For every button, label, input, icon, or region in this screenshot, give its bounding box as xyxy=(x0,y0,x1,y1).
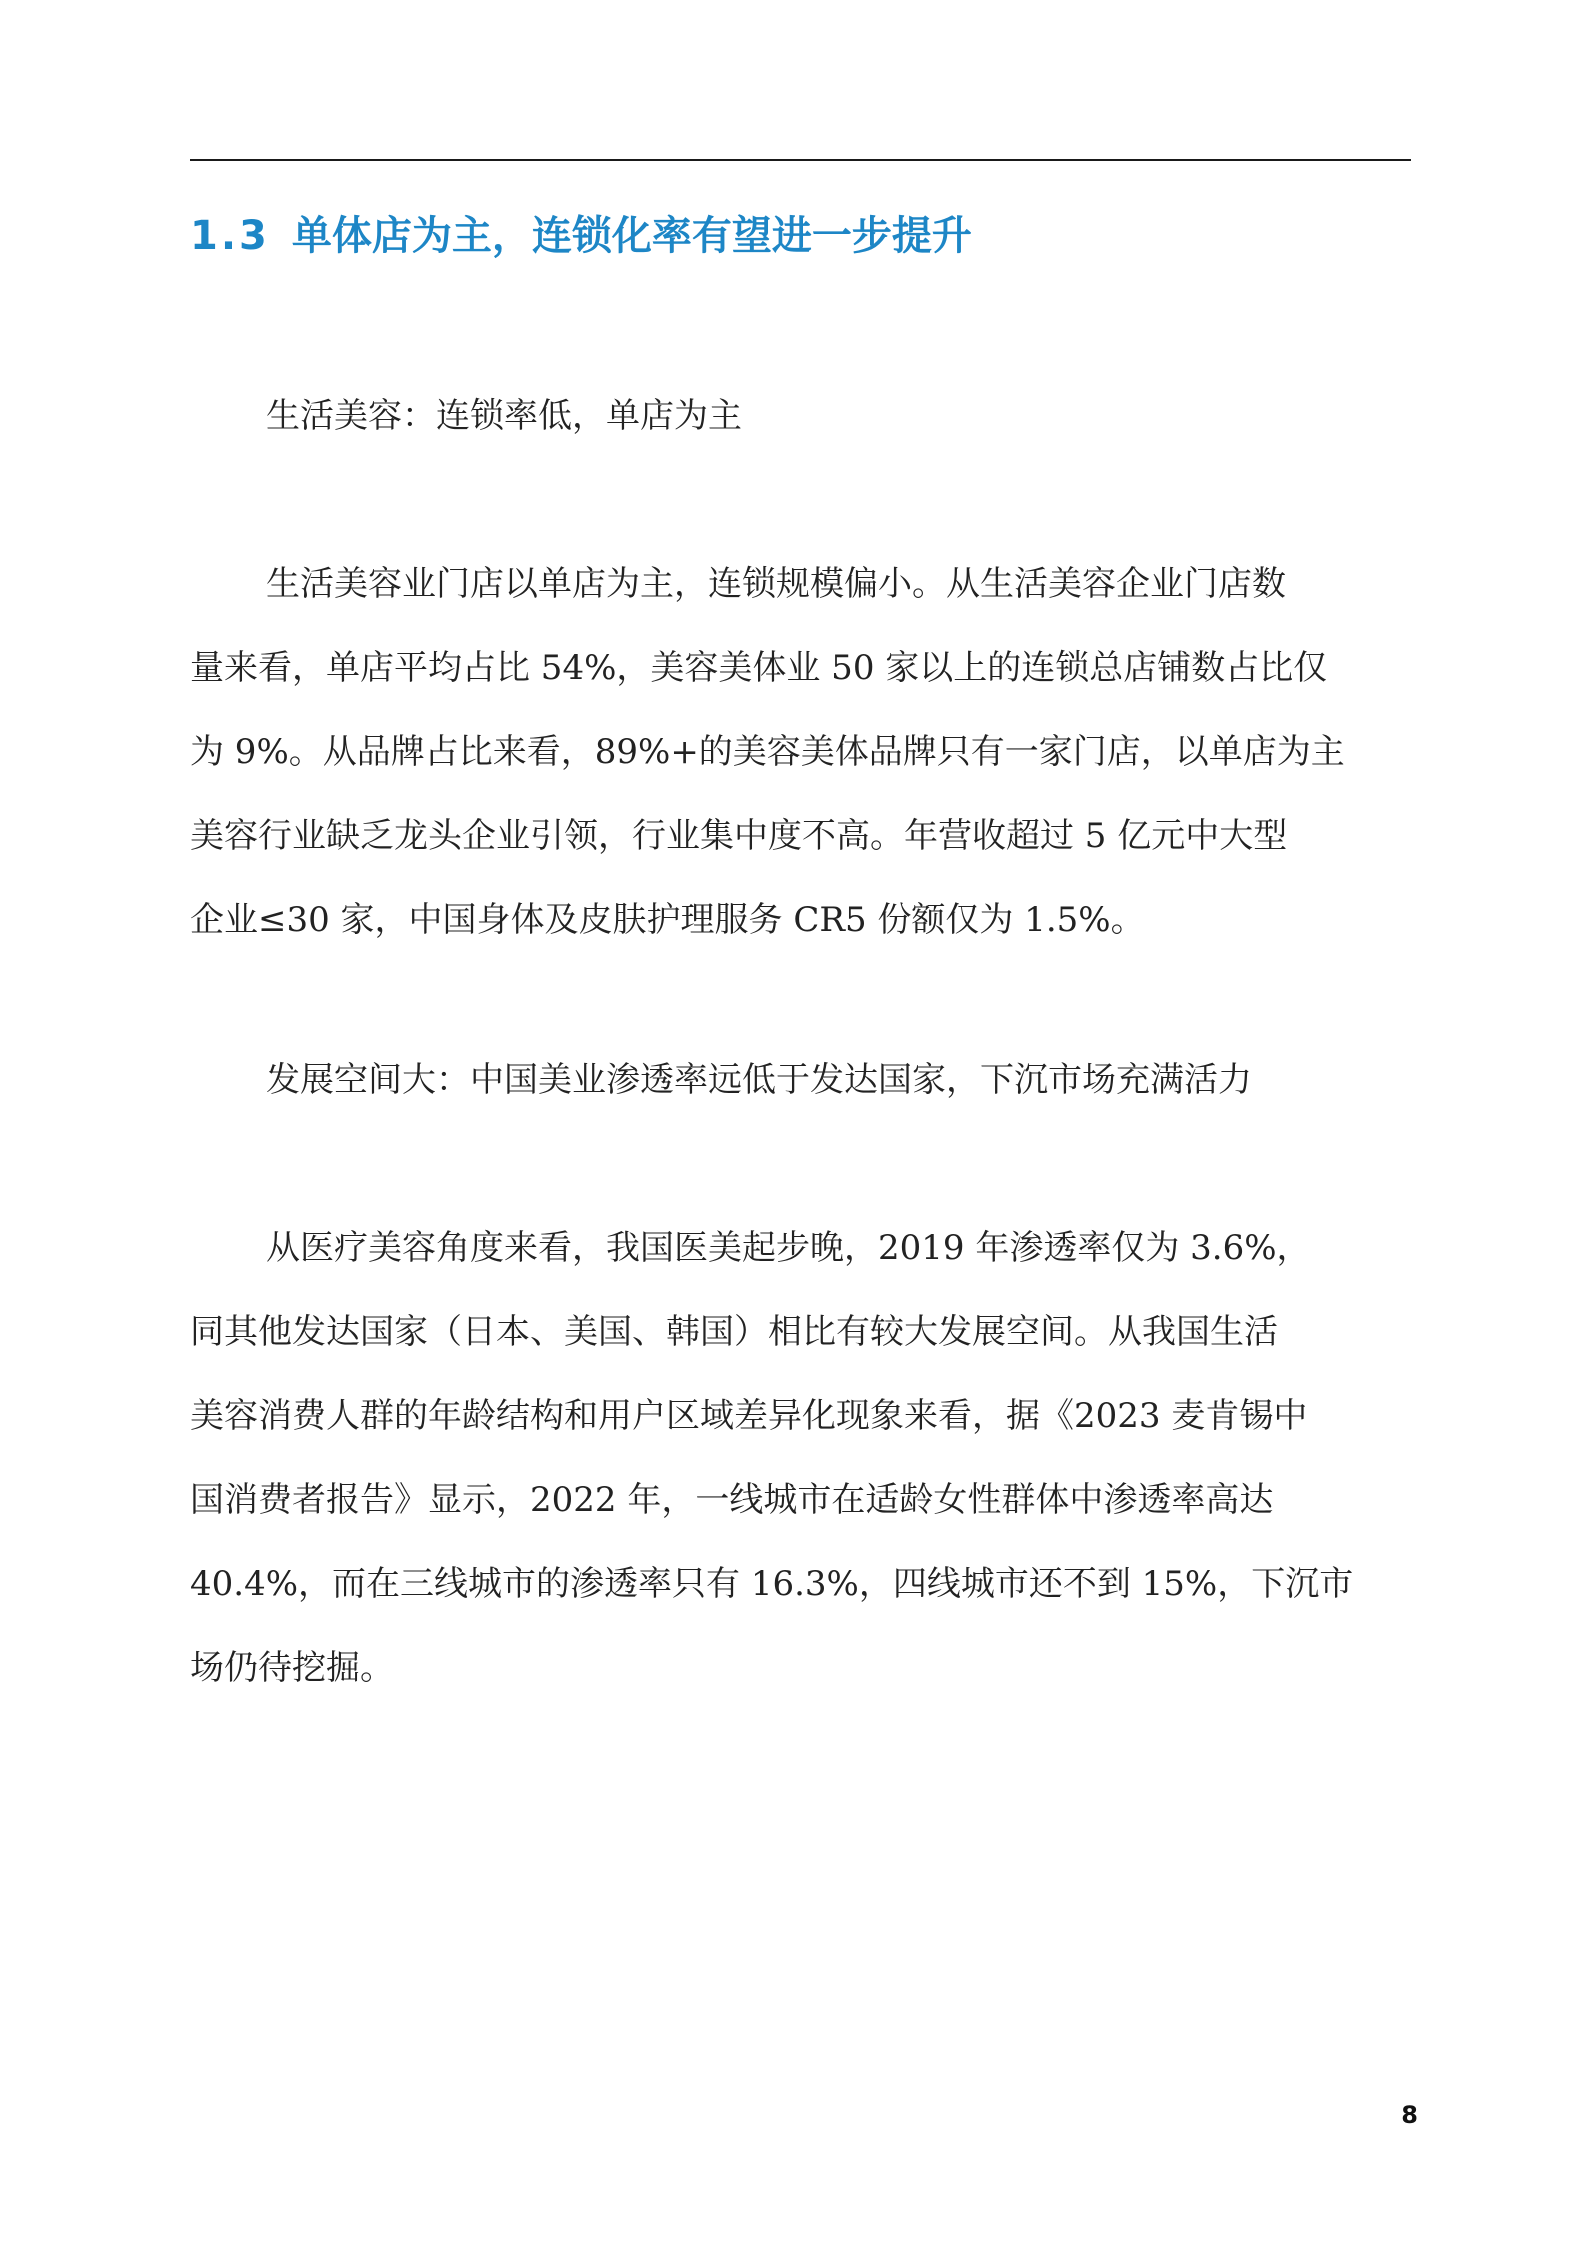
subheading-development-space: 发展空间大：中国美业渗透率远低于发达国家，下沉市场充满活力 xyxy=(266,1060,1252,1100)
page-number: 8 xyxy=(1401,2101,1418,2129)
paragraph-line: 为 9%。从品牌占比来看，89%+的美容美体品牌只有一家门店，以单店为主 xyxy=(190,732,1345,772)
paragraph-line: 同其他发达国家（日本、美国、韩国）相比有较大发展空间。从我国生活 xyxy=(190,1312,1278,1352)
section-heading xyxy=(190,208,1411,264)
paragraph-line: 40.4%，而在三线城市的渗透率只有 16.3%，四线城市还不到 15%，下沉市 xyxy=(190,1564,1354,1604)
section-number: 1.3 xyxy=(190,213,270,259)
subheading-living-beauty: 生活美容：连锁率低，单店为主 xyxy=(266,396,742,436)
paragraph-line: 生活美容业门店以单店为主，连锁规模偏小。从生活美容企业门店数 xyxy=(266,564,1286,604)
paragraph-line: 美容行业缺乏龙头企业引领，行业集中度不高。年营收超过 5 亿元中大型 xyxy=(190,816,1288,856)
paragraph-line: 场仍待挖掘。 xyxy=(190,1648,394,1688)
section-title: 单体店为主，连锁化率有望进一步提升 xyxy=(291,213,972,259)
paragraph-line: 企业≤30 家，中国身体及皮肤护理服务 CR5 份额仅为 1.5%。 xyxy=(190,900,1145,940)
paragraph-medical-beauty xyxy=(190,1206,1411,1710)
paragraph-line: 国消费者报告》显示，2022 年，一线城市在适龄女性群体中渗透率高达 xyxy=(190,1480,1274,1520)
header-rule xyxy=(190,159,1411,161)
paragraph-line: 美容消费人群的年龄结构和用户区域差异化现象来看，据《2023 麦肯锡中 xyxy=(190,1396,1308,1436)
paragraph-line: 从医疗美容角度来看，我国医美起步晚，2019 年渗透率仅为 3.6%， xyxy=(266,1228,1311,1268)
paragraph-line: 量来看，单店平均占比 54%，美容美体业 50 家以上的连锁总店铺数占比仅 xyxy=(190,648,1328,688)
paragraph-living-beauty xyxy=(190,542,1411,962)
